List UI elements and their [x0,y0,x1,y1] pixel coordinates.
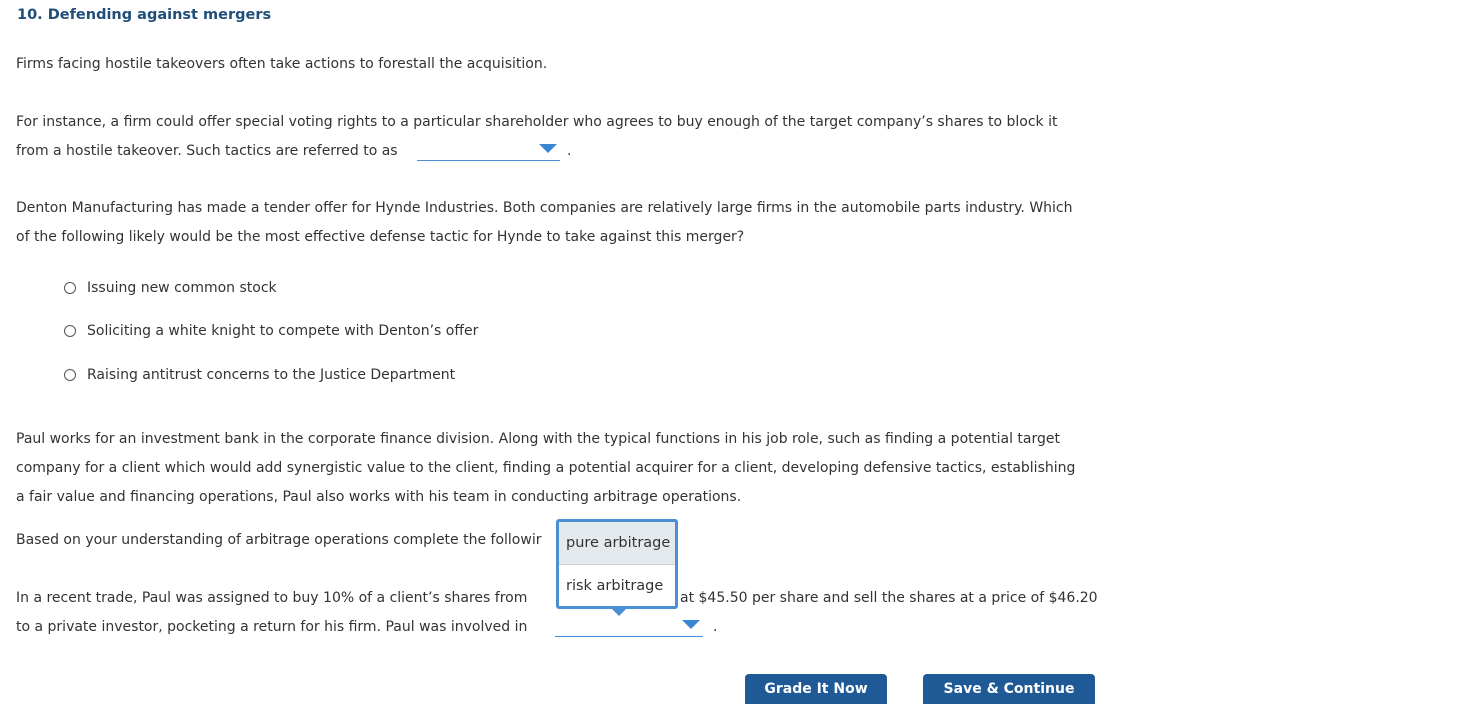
q3-trade-line2: to a private investor, pocketing a return for his firm. Paul was involved in [16,619,528,635]
radio-button[interactable] [64,282,76,294]
q1-tactic-dropdown[interactable] [417,138,560,161]
q3-text-line2: company for a client which would add synergistic value to the client, finding a potential acquirer for a client, developing defensive tactics, establishing [16,460,1076,476]
q2-text-line1: Denton Manufacturing has made a tender offer for Hynde Industries. Both companies are relatively large firms in the automobile parts industry. Which [16,200,1073,216]
intro-text: Firms facing hostile takeovers often take actions to forestall the acquisition. [16,56,548,72]
q1-text-line2: from a hostile takeover. Such tactics are referred to as [16,143,398,159]
radio-button[interactable] [64,325,76,337]
q3-text-line3: a fair value and financing operations, Paul also works with his team in conducting arbitrage operations. [16,489,742,505]
arbitrage-options-popup[interactable] [556,519,678,609]
q3-text-line1: Paul works for an investment bank in the corporate finance division. Along with the typical functions in his job role, such as finding a potential target [16,431,1060,447]
chevron-down-icon [682,620,700,629]
popup-option-risk-arbitrage[interactable]: risk arbitrage [566,578,664,594]
q1-period: . [567,143,572,159]
question-title: 10. Defending against mergers [17,7,272,23]
q3-trade-line1-b: at $45.50 per share and sell the shares at a price of $46.20 [680,590,1098,606]
q2-option-label: Issuing new common stock [87,280,277,296]
q3-trade-line1-a: In a recent trade, Paul was assigned to buy 10% of a client’s shares from [16,590,528,606]
q3-period: . [713,619,718,635]
q2-option-label: Soliciting a white knight to compete with Denton’s offer [87,323,479,339]
grade-it-now-button[interactable]: Grade It Now [745,674,887,704]
popup-pointer [611,608,627,616]
save-and-continue-button[interactable]: Save & Continue [923,674,1095,704]
chevron-down-icon [539,144,557,153]
q1-text-line1: For instance, a firm could offer special voting rights to a particular shareholder who agrees to buy enough of the target company’s shares to block it [16,114,1058,130]
q3-arbitrage-dropdown[interactable] [555,614,703,637]
q2-text-line2: of the following likely would be the most effective defense tactic for Hynde to take against this merger? [16,229,745,245]
q2-option-3[interactable] [64,367,455,383]
q2-option-2[interactable] [64,323,478,339]
popup-option-pure-arbitrage[interactable]: pure arbitrage [559,522,675,565]
q2-option-label: Raising antitrust concerns to the Justice Department [87,367,456,383]
radio-button[interactable] [64,369,76,381]
q3-instruction: Based on your understanding of arbitrage operations complete the followir [16,532,542,548]
q2-option-1[interactable] [64,280,277,296]
